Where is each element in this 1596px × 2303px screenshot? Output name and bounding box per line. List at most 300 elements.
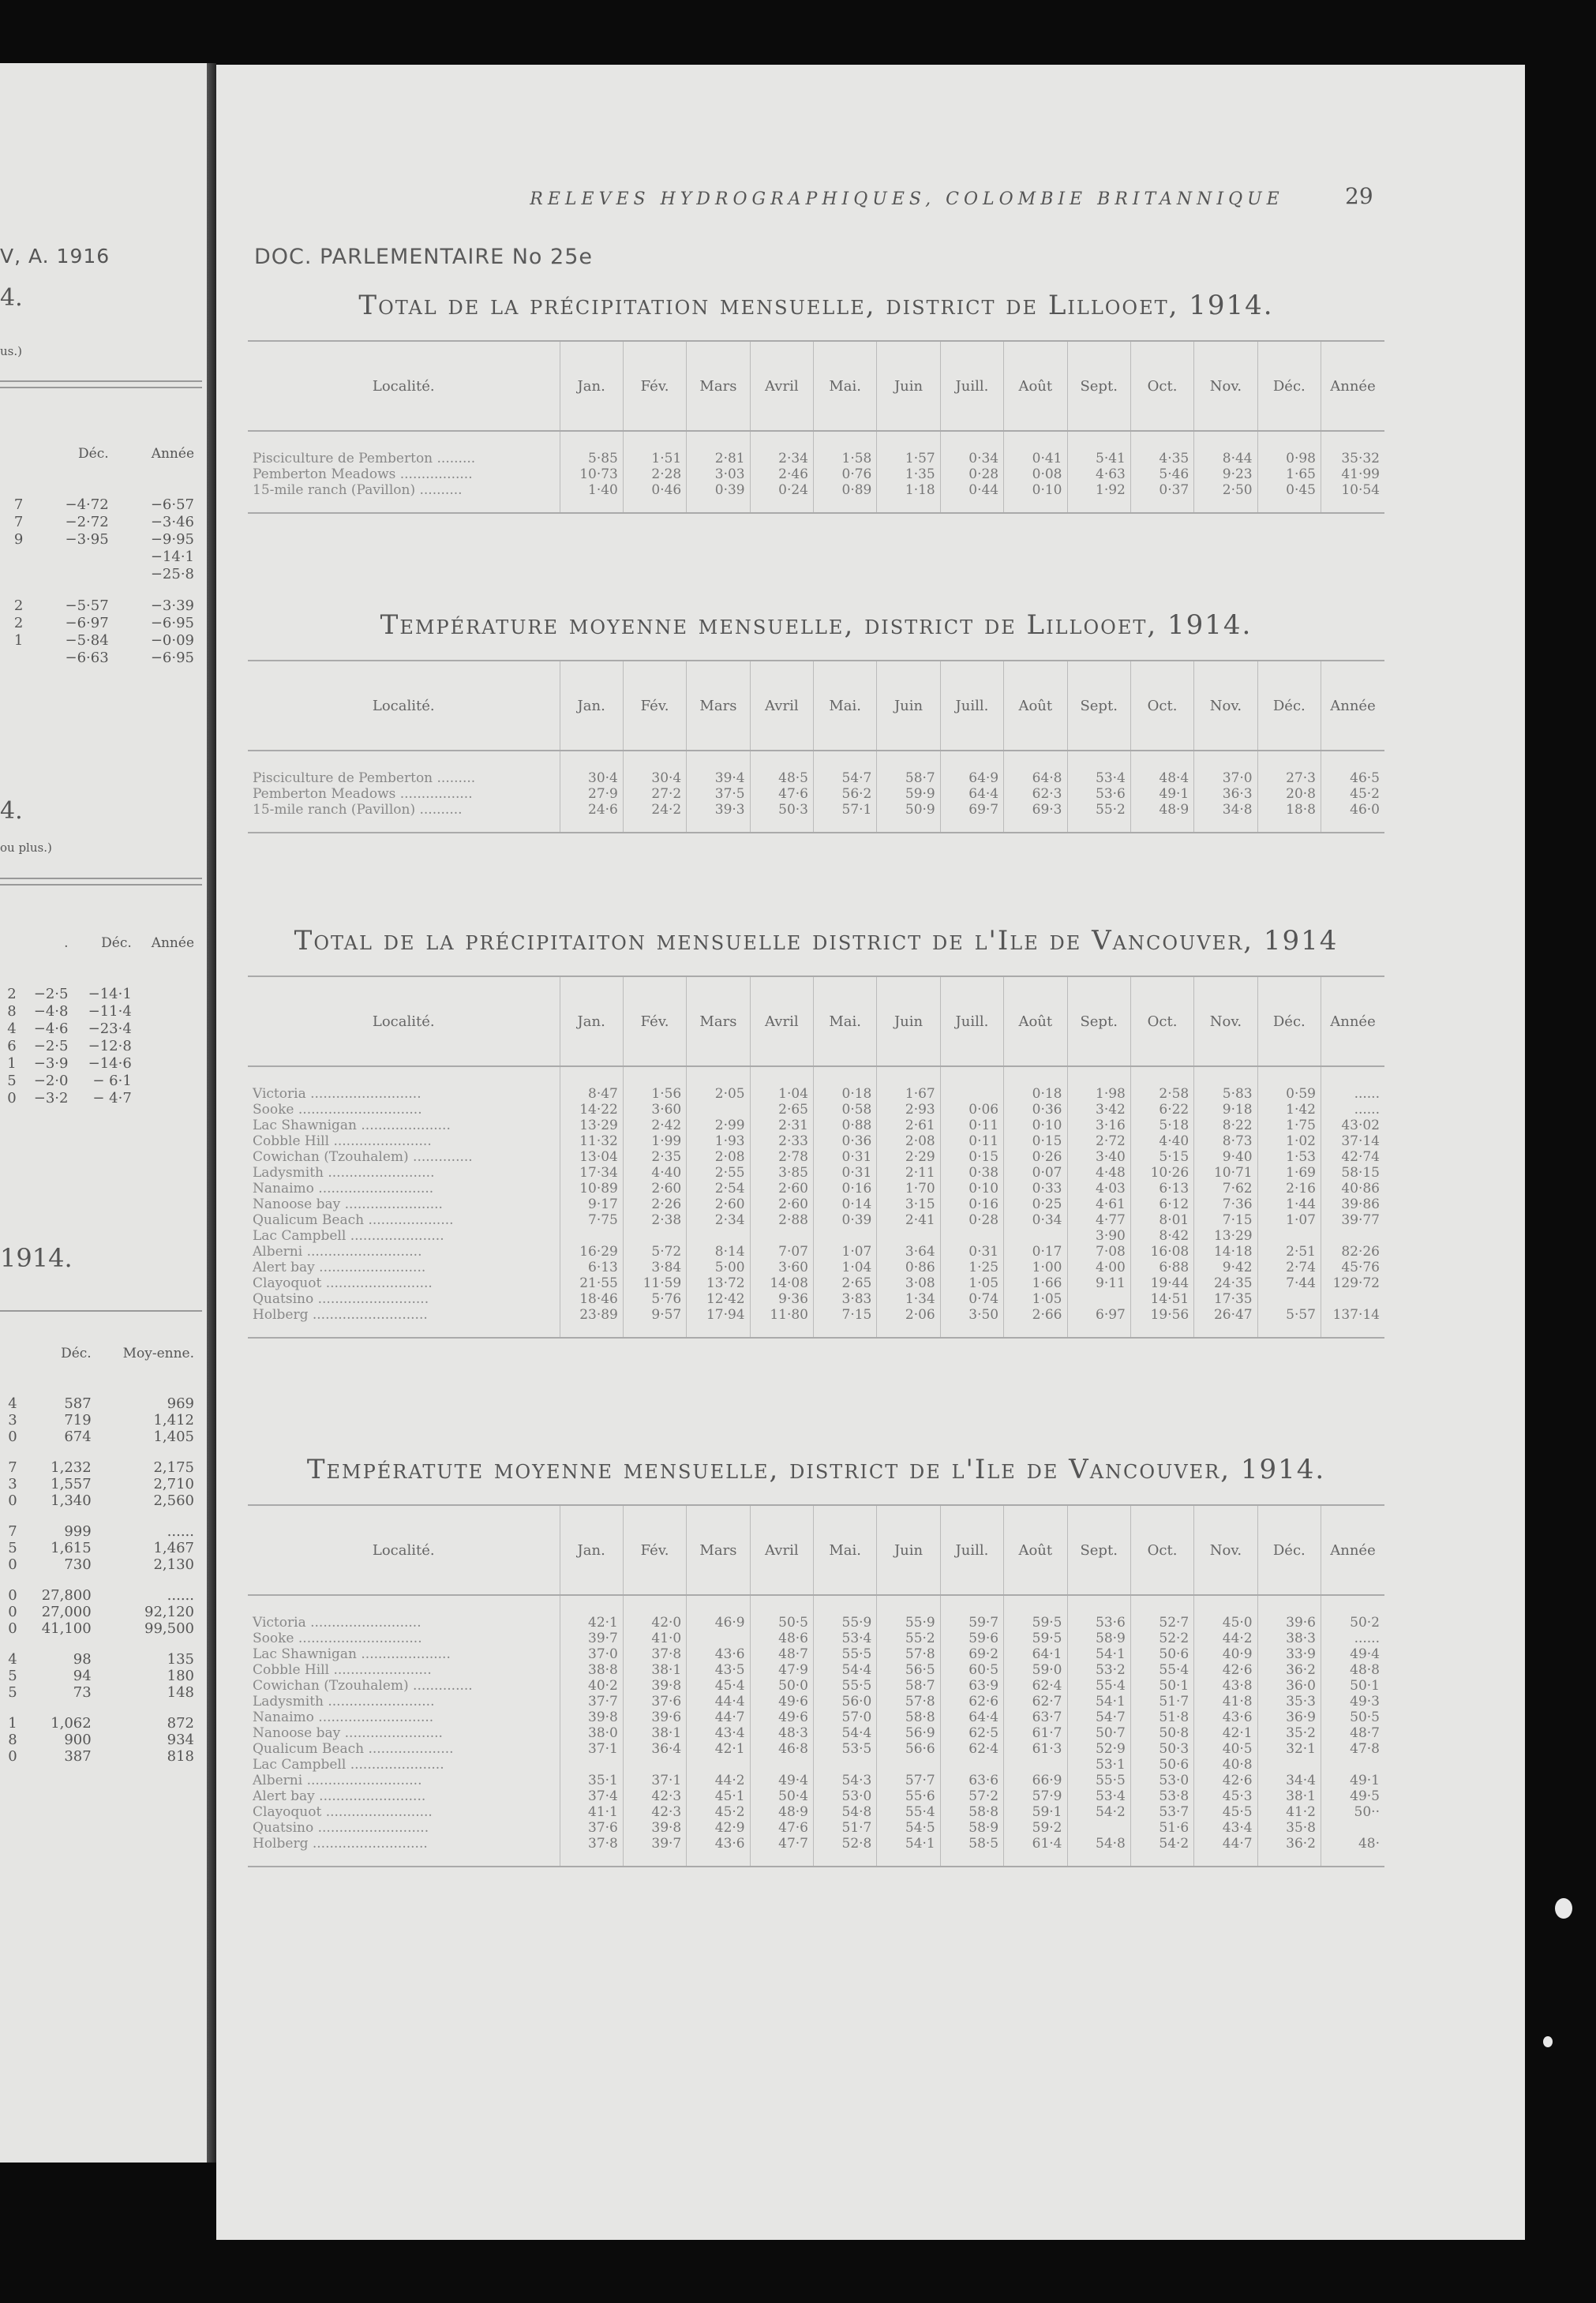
table-row	[248, 1228, 1384, 1244]
column-header: Oct.	[1130, 1505, 1193, 1595]
locality-cell: Cobble Hill .......................	[253, 1133, 432, 1149]
table-row	[0, 1748, 197, 1765]
value-cell: −5·57	[65, 597, 109, 614]
value-cell: 1·93	[687, 1133, 750, 1149]
value-cell	[1004, 1228, 1067, 1244]
section-title: Températute moyenne mensuelle, district de l'Ile de Vancouver, 1914.	[306, 1454, 1326, 1485]
data-table	[248, 340, 1384, 514]
table-row	[0, 1556, 197, 1573]
value-cell: 2·35	[623, 1149, 686, 1165]
column-header: Déc.	[78, 446, 109, 462]
value-cell: 7·07	[750, 1244, 813, 1260]
value-cell: 50·4	[750, 1788, 813, 1804]
value-cell: 39·7	[623, 1836, 686, 1867]
value-cell: 2·41	[877, 1212, 940, 1228]
column-header: Nov.	[1194, 661, 1257, 751]
value-cell: 38·8	[560, 1662, 623, 1678]
column-header: Juill.	[940, 976, 1003, 1066]
value-cell: 4	[8, 1395, 17, 1412]
value-cell: 9·23	[1194, 466, 1257, 482]
value-cell: 0	[8, 1604, 17, 1620]
value-cell: 50·0	[750, 1678, 813, 1694]
column-header: Jan.	[560, 1505, 623, 1595]
value-cell: 34·4	[1257, 1773, 1321, 1788]
table-row	[248, 1694, 1384, 1709]
value-cell: 38·1	[623, 1725, 686, 1741]
table-header-row	[248, 976, 1384, 1066]
value-cell: 57·2	[940, 1788, 1003, 1804]
left-table-3	[0, 1326, 197, 1765]
value-cell: 1	[8, 1715, 17, 1732]
value-cell: 4·35	[1130, 431, 1193, 466]
value-cell: 51·8	[1130, 1709, 1193, 1725]
column-header: Mai.	[814, 341, 877, 431]
value-cell: 48·9	[1130, 802, 1193, 833]
value-cell: 50·3	[1130, 1741, 1193, 1757]
table-row	[0, 1620, 197, 1637]
value-cell: 39·6	[623, 1709, 686, 1725]
value-cell: 37·6	[560, 1820, 623, 1836]
value-cell: 47·6	[750, 1820, 813, 1836]
value-cell: 0·33	[1004, 1181, 1067, 1196]
value-cell: 1·02	[1257, 1133, 1321, 1149]
value-cell: 48·3	[750, 1725, 813, 1741]
value-cell: 48·4	[1130, 751, 1193, 786]
value-cell: −6·63	[65, 649, 109, 666]
column-header: Localité.	[248, 661, 560, 751]
value-cell: 13·04	[560, 1149, 623, 1165]
value-cell: 37·1	[623, 1773, 686, 1788]
value-cell: 35·8	[1257, 1820, 1321, 1836]
value-cell: 27·3	[1257, 751, 1321, 786]
value-cell: 40·5	[1194, 1741, 1257, 1757]
value-cell: 69·2	[940, 1646, 1003, 1662]
value-cell: 2·16	[1257, 1181, 1321, 1196]
value-cell: 0·10	[1004, 482, 1067, 513]
cut-cell	[0, 1326, 21, 1381]
column-header: Jan.	[560, 661, 623, 751]
value-cell: 999	[64, 1523, 92, 1540]
table-header-row	[0, 916, 197, 971]
value-cell: 62·4	[1004, 1678, 1067, 1694]
value-cell: 3·15	[877, 1196, 940, 1212]
table-row	[0, 1072, 197, 1089]
value-cell: 1,232	[51, 1459, 92, 1476]
table-row	[0, 1381, 197, 1412]
value-cell: 40·9	[1194, 1646, 1257, 1662]
value-cell: 5·57	[1257, 1307, 1321, 1338]
value-cell: 0·39	[814, 1212, 877, 1228]
value-cell: 48·	[1321, 1836, 1385, 1867]
value-cell: 35·2	[1257, 1725, 1321, 1741]
section-precip-vancouver-island	[248, 925, 1384, 1339]
table-row	[0, 1732, 197, 1748]
locality-cell: Victoria ..........................	[253, 1615, 421, 1631]
value-cell: 4·48	[1067, 1165, 1130, 1181]
value-cell: 41·0	[623, 1631, 686, 1646]
value-cell: 47·6	[750, 786, 813, 802]
value-cell: 0·11	[940, 1118, 1003, 1133]
value-cell: 3·60	[623, 1102, 686, 1118]
value-cell: 135	[167, 1651, 194, 1668]
value-cell: 1,615	[51, 1540, 92, 1556]
value-cell: 49·6	[750, 1709, 813, 1725]
value-cell: 0·10	[940, 1181, 1003, 1196]
value-cell: 54·1	[1067, 1646, 1130, 1662]
value-cell: 8·44	[1194, 431, 1257, 466]
value-cell: 11·32	[560, 1133, 623, 1149]
value-cell: 6·22	[1130, 1102, 1193, 1118]
value-cell: 1,412	[153, 1412, 194, 1429]
value-cell: 2	[7, 985, 17, 1002]
value-cell: 61·3	[1004, 1741, 1067, 1757]
value-cell: 9·42	[1194, 1260, 1257, 1275]
column-header: Avril	[750, 1505, 813, 1595]
value-cell: 55·5	[814, 1678, 877, 1694]
section-title: Total de la précipitation mensuelle, district de Lillooet, 1914.	[358, 290, 1274, 321]
value-cell: −25·8	[150, 565, 194, 582]
value-cell: 719	[64, 1412, 92, 1429]
value-cell: 50·6	[1130, 1757, 1193, 1773]
value-cell: 3·50	[940, 1307, 1003, 1338]
value-cell: 0	[8, 1620, 17, 1637]
value-cell: 42·6	[1194, 1662, 1257, 1678]
value-cell: 6·13	[1130, 1181, 1193, 1196]
table-row	[248, 1149, 1384, 1165]
value-cell: 3·60	[750, 1260, 813, 1275]
value-cell: 38·0	[560, 1725, 623, 1741]
value-cell: 0·88	[814, 1118, 877, 1133]
value-cell: 1·44	[1257, 1196, 1321, 1212]
value-cell: 44·2	[1194, 1631, 1257, 1646]
value-cell: 39·7	[560, 1631, 623, 1646]
value-cell: 2·29	[877, 1149, 940, 1165]
value-cell	[1321, 1228, 1385, 1244]
value-cell: 0	[8, 1587, 17, 1604]
value-cell: 2·60	[750, 1181, 813, 1196]
value-cell: ......	[1321, 1066, 1385, 1102]
value-cell: 30·4	[560, 751, 623, 786]
value-cell: 36·2	[1257, 1662, 1321, 1678]
table-row	[248, 1196, 1384, 1212]
value-cell: 2·93	[877, 1102, 940, 1118]
value-cell: −11·4	[88, 1002, 132, 1020]
column-header: Oct.	[1130, 341, 1193, 431]
value-cell: −3·9	[33, 1054, 69, 1072]
value-cell: 48·6	[750, 1631, 813, 1646]
value-cell: 53·4	[1067, 1788, 1130, 1804]
column-header: Août	[1004, 976, 1067, 1066]
value-cell: 0	[7, 1089, 17, 1107]
column-header: Juin	[877, 661, 940, 751]
value-cell: 57·1	[814, 802, 877, 833]
value-cell: 42·3	[623, 1788, 686, 1804]
value-cell: 0·16	[940, 1196, 1003, 1212]
value-cell: 46·5	[1321, 751, 1385, 786]
value-cell: 4·63	[1067, 466, 1130, 482]
value-cell: 0	[8, 1556, 17, 1573]
value-cell: 6·12	[1130, 1196, 1193, 1212]
locality-cell: Nanoose bay .......................	[253, 1725, 443, 1741]
value-cell: 969	[167, 1395, 194, 1412]
value-cell: 10·54	[1321, 482, 1385, 513]
value-cell: 2·58	[1130, 1066, 1193, 1102]
value-cell: 2·42	[623, 1118, 686, 1133]
value-cell: 54·2	[1067, 1804, 1130, 1820]
table-row	[0, 1509, 197, 1540]
value-cell: 0	[8, 1429, 17, 1445]
value-cell: 0·58	[814, 1102, 877, 1118]
value-cell: 58·8	[940, 1804, 1003, 1820]
value-cell: 55·6	[877, 1788, 940, 1804]
value-cell: 4·40	[623, 1165, 686, 1181]
value-cell: 9·18	[1194, 1102, 1257, 1118]
value-cell: 2,710	[153, 1476, 194, 1492]
value-cell: 33·9	[1257, 1646, 1321, 1662]
value-cell: −3·95	[65, 530, 109, 548]
table-row	[0, 1476, 197, 1492]
value-cell: 1,467	[153, 1540, 194, 1556]
value-cell: 82·26	[1321, 1244, 1385, 1260]
value-cell: 35·1	[560, 1773, 623, 1788]
table-row	[248, 1181, 1384, 1196]
column-header: Localité.	[248, 1505, 560, 1595]
column-header: Oct.	[1130, 976, 1193, 1066]
value-cell: 39·8	[623, 1820, 686, 1836]
value-cell: 42·1	[687, 1741, 750, 1757]
value-cell: 60·5	[940, 1662, 1003, 1678]
column-header: Déc.	[1257, 1505, 1321, 1595]
value-cell: 0·14	[814, 1196, 877, 1212]
value-cell: 55·9	[814, 1595, 877, 1631]
value-cell: 0·07	[1004, 1165, 1067, 1181]
column-header: Juill.	[940, 1505, 1003, 1595]
value-cell: 3	[8, 1412, 17, 1429]
value-cell: 58·8	[877, 1709, 940, 1725]
value-cell: 1·92	[1067, 482, 1130, 513]
value-cell: 9·57	[623, 1307, 686, 1338]
value-cell: −14·1	[88, 985, 132, 1002]
section-title: Total de la précipitaiton mensuelle district de l'Ile de Vancouver, 1914	[294, 925, 1339, 957]
left-title-1: 4.	[0, 284, 23, 312]
value-cell: −3·46	[150, 513, 194, 530]
value-cell: 37·8	[623, 1646, 686, 1662]
column-header: Année	[1321, 341, 1385, 431]
value-cell: 2·65	[750, 1102, 813, 1118]
value-cell: −2·5	[33, 1037, 69, 1054]
value-cell: 23·89	[560, 1307, 623, 1338]
value-cell: 45·4	[687, 1678, 750, 1694]
value-cell: 2·78	[750, 1149, 813, 1165]
value-cell	[560, 1228, 623, 1244]
value-cell	[687, 1102, 750, 1118]
value-cell: 1·66	[1004, 1275, 1067, 1291]
value-cell: 8·47	[560, 1066, 623, 1102]
left-page-fragment	[0, 63, 207, 2163]
value-cell: 2·05	[687, 1066, 750, 1102]
value-cell: 10·73	[560, 466, 623, 482]
table-row	[248, 1678, 1384, 1694]
column-header: Juill.	[940, 661, 1003, 751]
value-cell: 0·39	[687, 482, 750, 513]
value-cell: 59·7	[940, 1595, 1003, 1631]
value-cell: 129·72	[1321, 1275, 1385, 1291]
value-cell: 53·0	[814, 1788, 877, 1804]
table-row	[0, 1492, 197, 1509]
value-cell: 53·6	[1067, 1595, 1130, 1631]
table-header-row	[248, 341, 1384, 431]
running-header: RELEVES HYDROGRAPHIQUES, COLOMBIE BRITANNIQUE	[530, 189, 1284, 209]
value-cell: ......	[1321, 1631, 1385, 1646]
value-cell: 17·35	[1194, 1291, 1257, 1307]
value-cell: 0·25	[1004, 1196, 1067, 1212]
value-cell: 5·18	[1130, 1118, 1193, 1133]
value-cell: 39·4	[687, 751, 750, 786]
value-cell: 2·28	[623, 466, 686, 482]
value-cell: 1,340	[51, 1492, 92, 1509]
value-cell: 14·22	[560, 1102, 623, 1118]
value-cell: 55·5	[814, 1646, 877, 1662]
value-cell	[877, 1228, 940, 1244]
value-cell: 0·41	[1004, 431, 1067, 466]
table-row	[0, 614, 197, 631]
value-cell: 14·18	[1194, 1244, 1257, 1260]
value-cell: 0·36	[814, 1133, 877, 1149]
locality-cell: Nanaimo ...........................	[253, 1181, 434, 1196]
value-cell: 2·11	[877, 1165, 940, 1181]
value-cell: 900	[64, 1732, 92, 1748]
value-cell: 7	[8, 1459, 17, 1476]
locality-cell: Clayoquot .........................	[253, 1804, 433, 1820]
value-cell: 24·2	[623, 802, 686, 833]
value-cell: 9	[13, 530, 24, 548]
cut-cell	[0, 916, 20, 971]
value-cell	[560, 1757, 623, 1773]
value-cell: 2·60	[623, 1181, 686, 1196]
value-cell	[1067, 1820, 1130, 1836]
column-header: Fév.	[623, 661, 686, 751]
value-cell: 0	[8, 1492, 17, 1509]
value-cell: 56·5	[877, 1662, 940, 1678]
value-cell: 64·8	[1004, 751, 1067, 786]
value-cell: 0·06	[940, 1102, 1003, 1118]
value-cell: 94	[73, 1668, 92, 1684]
value-cell: 5·41	[1067, 431, 1130, 466]
table-row	[248, 802, 1384, 833]
value-cell: 43·5	[687, 1662, 750, 1678]
value-cell: 1·04	[814, 1260, 877, 1275]
column-header: Déc.	[1257, 661, 1321, 751]
value-cell: 8·14	[687, 1244, 750, 1260]
value-cell	[623, 1228, 686, 1244]
value-cell: 10·26	[1130, 1165, 1193, 1181]
left-table-1	[0, 426, 197, 666]
value-cell: 58·15	[1321, 1165, 1385, 1181]
table-row	[0, 1573, 197, 1604]
value-cell: −23·4	[88, 1020, 132, 1037]
value-cell: 43·8	[1194, 1678, 1257, 1694]
value-cell: 53·8	[1130, 1788, 1193, 1804]
value-cell: 27·2	[623, 786, 686, 802]
value-cell: 39·3	[687, 802, 750, 833]
value-cell: 1·58	[814, 431, 877, 466]
value-cell	[1321, 1820, 1385, 1836]
value-cell: 3·90	[1067, 1228, 1130, 1244]
value-cell: 45·1	[687, 1788, 750, 1804]
value-cell: 39·8	[560, 1709, 623, 1725]
value-cell: −4·6	[33, 1020, 69, 1037]
value-cell	[1257, 1228, 1321, 1244]
value-cell: 55·2	[877, 1631, 940, 1646]
value-cell: 2,175	[153, 1459, 194, 1476]
table-row	[0, 565, 197, 582]
value-cell: − 6·1	[92, 1072, 132, 1089]
left-note-2: ou plus.)	[0, 841, 52, 855]
value-cell: 40·2	[560, 1678, 623, 1694]
table-row	[248, 1291, 1384, 1307]
table-row	[248, 1260, 1384, 1275]
value-cell: 0·31	[940, 1244, 1003, 1260]
value-cell: 49·5	[1321, 1788, 1385, 1804]
table-row	[0, 1684, 197, 1701]
value-cell: 56·9	[877, 1725, 940, 1741]
doc-reference: DOC. PARLEMENTAIRE No 25e	[254, 245, 593, 269]
value-cell: 55·2	[1067, 802, 1130, 833]
column-header: Avril	[750, 341, 813, 431]
value-cell: 1·40	[560, 482, 623, 513]
value-cell: 2·08	[687, 1149, 750, 1165]
table-row	[248, 1212, 1384, 1228]
value-cell: 0·37	[1130, 482, 1193, 513]
value-cell: 45·2	[687, 1804, 750, 1820]
value-cell: 387	[64, 1748, 92, 1765]
table-row	[248, 1788, 1384, 1804]
value-cell: 37·6	[623, 1694, 686, 1709]
value-cell: 63·7	[1004, 1709, 1067, 1725]
table-row	[248, 1165, 1384, 1181]
value-cell: 50·3	[750, 802, 813, 833]
value-cell: 2·08	[877, 1133, 940, 1149]
value-cell: 56·6	[877, 1741, 940, 1757]
column-header: Localité.	[248, 341, 560, 431]
value-cell: 0·44	[940, 482, 1003, 513]
value-cell: 98	[73, 1651, 92, 1668]
value-cell: 58·7	[877, 751, 940, 786]
value-cell: 59·0	[1004, 1662, 1067, 1678]
locality-cell: 15-mile ranch (Pavillon) ..........	[248, 802, 560, 833]
value-cell: 58·7	[877, 1678, 940, 1694]
value-cell: 2·26	[623, 1196, 686, 1212]
value-cell: 7	[13, 496, 24, 513]
value-cell: 19·56	[1130, 1307, 1193, 1338]
value-cell: 5	[8, 1668, 17, 1684]
value-cell	[940, 1228, 1003, 1244]
value-cell: 13·29	[560, 1118, 623, 1133]
value-cell: 44·7	[1194, 1836, 1257, 1867]
value-cell: 62·3	[1004, 786, 1067, 802]
value-cell: 46·9	[687, 1595, 750, 1631]
value-cell: 2·31	[750, 1118, 813, 1133]
value-cell: 53·7	[1130, 1804, 1193, 1820]
column-header: Août	[1004, 341, 1067, 431]
table-row	[248, 1631, 1384, 1646]
locality-cell: Qualicum Beach ....................	[253, 1741, 454, 1757]
value-cell: 2·88	[750, 1212, 813, 1228]
column-header: Mai.	[814, 661, 877, 751]
value-cell: 6	[7, 1037, 17, 1054]
table-row	[0, 1089, 197, 1107]
value-cell: 0·11	[940, 1133, 1003, 1149]
